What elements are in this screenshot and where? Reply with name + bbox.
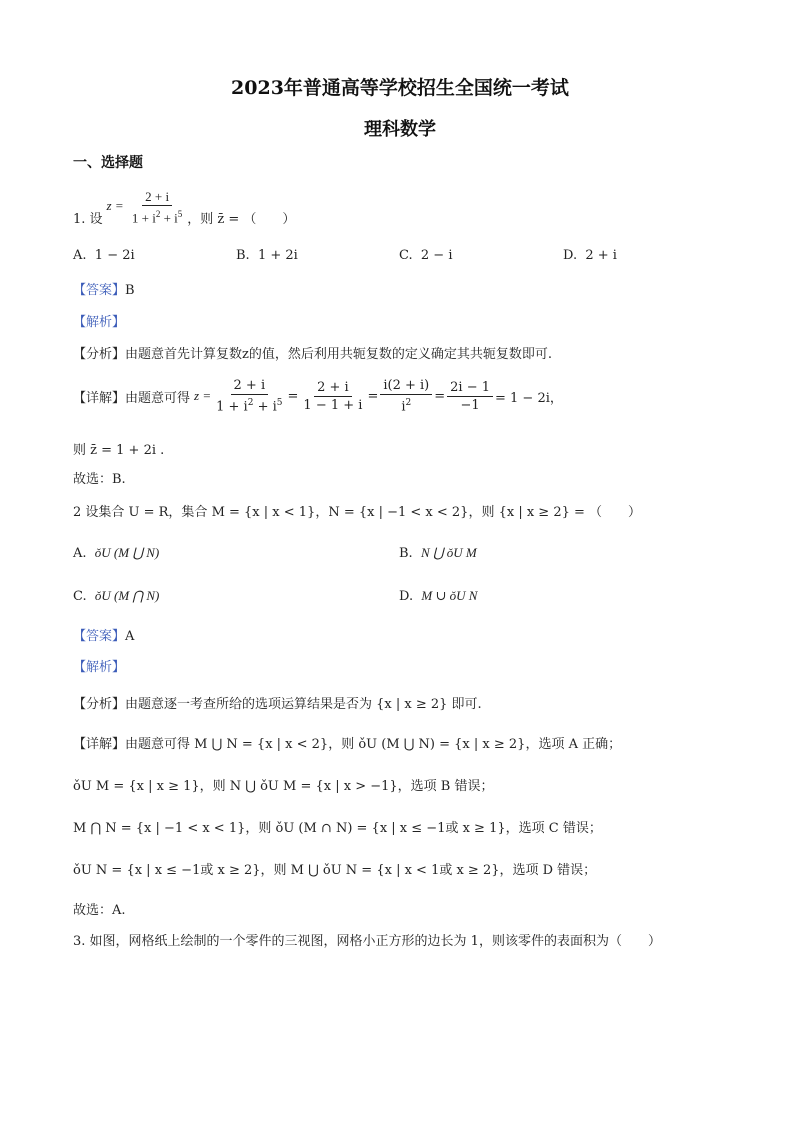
page-subtitle: 理科数学 xyxy=(364,119,436,140)
q1-analysis-label: 【解析】 xyxy=(73,315,126,330)
q2-option-a: A. ǒU (M ⋃ N) xyxy=(73,545,160,561)
q2-detail-line-2: ǒU M = {x | x ≥ 1}，则 N ⋃ ǒU M = {x | x > −1}，选项 B 错误； xyxy=(73,779,494,794)
q1-conclusion: 则 z̄ = 1 + 2i . xyxy=(73,443,165,458)
q2-option-c: C. ǒU (M ⋂ N) xyxy=(73,588,160,604)
q2-answer: 【答案】A xyxy=(73,629,135,644)
section-heading: 一、选择题 xyxy=(73,155,143,171)
q1-answer: 【答案】B xyxy=(73,283,135,298)
q2-detail-line-3: M ⋂ N = {x | −1 < x < 1}，则 ǒU (M ∩ N) = {x | x ≤ −1或 x ≥ 1}，选项 C 错误； xyxy=(73,821,602,836)
question-2-stem: 2 设集合 U = R，集合 M = {x | x < 1}，N = {x | −1 < x < 2}，则 {x | x ≥ 2} = （ ） xyxy=(73,505,642,520)
q1-fenxi: 【分析】由题意首先计算复数z的值，然后利用共轭复数的定义确定其共轭复数即可. xyxy=(73,347,552,362)
q1-option-d: D. 2 + i xyxy=(563,248,617,263)
q1-prefix: 1. 设 xyxy=(73,212,103,227)
page-title: 2023年普通高等学校招生全国统一考试 xyxy=(231,77,569,99)
q1-option-b: B. 1 + 2i xyxy=(236,248,298,263)
q1-option-c: C. 2 − i xyxy=(399,248,453,263)
q1-pick: 故选：B. xyxy=(73,472,126,487)
q2-fenxi: 【分析】由题意逐一考查所给的选项运算结果是否为 {x | x ≥ 2} 即可. xyxy=(73,697,482,712)
q2-option-b: B. N ⋃ ǒU M xyxy=(399,545,477,561)
q2-detail-line-1: 【详解】由题意可得 M ⋃ N = {x | x < 2}，则 ǒU (M ⋃ N) = {x | x ≥ 2}，选项 A 正确； xyxy=(73,737,622,752)
q2-option-d: D. M ∪ ǒU N xyxy=(399,588,478,604)
q1-option-a: A. 1 − 2i xyxy=(73,248,135,263)
q1-question: ，则 z̄ = （ ） xyxy=(187,212,296,227)
question-1-stem xyxy=(73,188,295,227)
question-3-stem: 3. 如图，网格纸上绘制的一个零件的三视图，网格小正方形的边长为 1，则该零件的表面积为（ ） xyxy=(73,934,661,949)
q2-pick: 故选：A. xyxy=(73,903,126,918)
q2-detail-line-4: ǒU N = {x | x ≤ −1或 x ≥ 2}，则 M ⋃ ǒU N = {x | x < 1或 x ≥ 2}，选项 D 错误； xyxy=(73,863,597,878)
q1-detail: 【详解】 由题意可得 z = $\frac{2 + i}{1 + i^2 + i^5}$ = $\frac{2 + i}{1 - 1 + i}$ = $\frac{i(2 + i)}{i^2}$ = $\frac{2i - 1}{-1}$ = 1 − 2i， xyxy=(73,378,563,415)
q2-analysis-label: 【解析】 xyxy=(73,660,126,675)
q1-formula: z = $\frac{2 + i}{1 + i^2 + i^5}$ xyxy=(106,189,183,226)
